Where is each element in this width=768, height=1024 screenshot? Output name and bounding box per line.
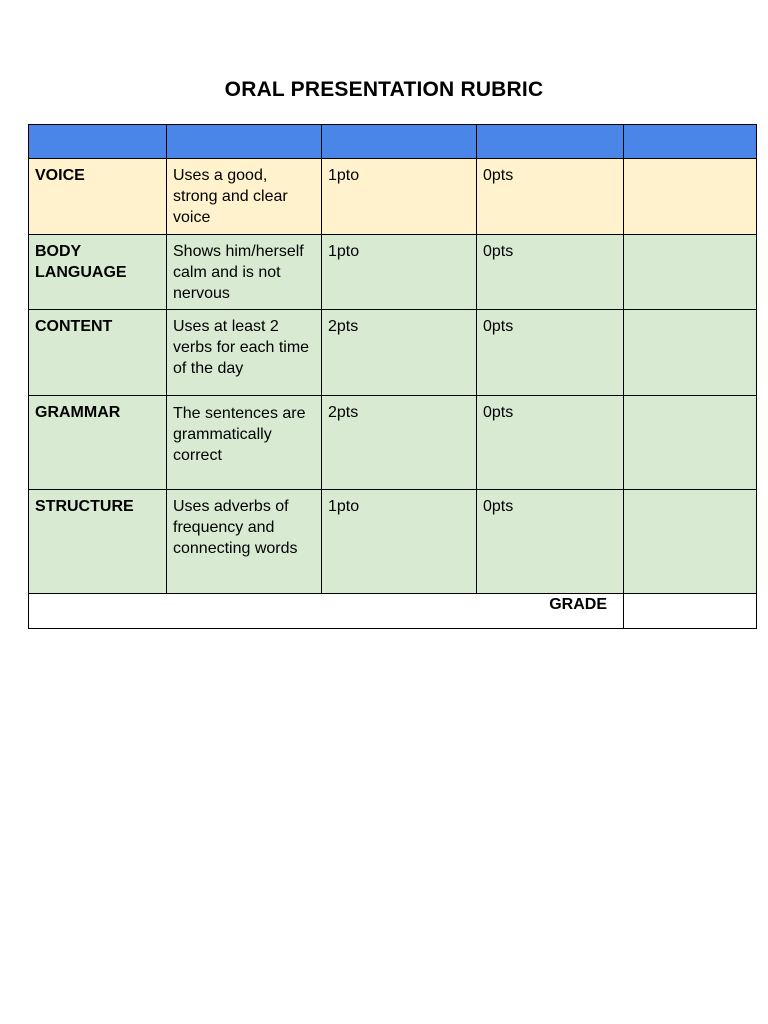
criterion-cell: CONTENT [29, 310, 167, 396]
page-title: ORAL PRESENTATION RUBRIC [224, 78, 544, 101]
score-cell[interactable] [624, 159, 757, 235]
header-cell [322, 125, 477, 159]
description-cell: The sentences are grammatically correct [167, 396, 322, 490]
score-cell[interactable] [624, 235, 757, 310]
criterion-cell: STRUCTURE [29, 490, 167, 594]
score-cell[interactable] [624, 490, 757, 594]
criterion-cell: VOICE [29, 159, 167, 235]
description-cell: Uses adverbs of frequency and connecting words [167, 490, 322, 594]
description-cell: Shows him/herself calm and is not nervous [167, 235, 322, 310]
max-points-cell: 2pts [322, 310, 477, 396]
rubric-row-structure [29, 490, 757, 594]
criterion-cell: BODY LANGUAGE [29, 235, 167, 310]
description-cell: Uses at least 2 verbs for each time of the day [167, 310, 322, 396]
min-points-cell: 0pts [477, 396, 624, 490]
description-cell: Uses a good, strong and clear voice [167, 159, 322, 235]
rubric-table [28, 124, 757, 629]
max-points-cell: 1pto [322, 159, 477, 235]
header-cell [477, 125, 624, 159]
score-cell[interactable] [624, 396, 757, 490]
max-points-cell: 2pts [322, 396, 477, 490]
min-points-cell: 0pts [477, 235, 624, 310]
rubric-row-content [29, 310, 757, 396]
min-points-cell: 0pts [477, 310, 624, 396]
max-points-cell: 1pto [322, 235, 477, 310]
header-cell [167, 125, 322, 159]
rubric-header-row [29, 125, 757, 159]
rubric-row-grammar [29, 396, 757, 490]
grade-row [29, 594, 757, 629]
grade-label: GRADE [29, 594, 624, 629]
min-points-cell: 0pts [477, 490, 624, 594]
min-points-cell: 0pts [477, 159, 624, 235]
criterion-cell: GRAMMAR [29, 396, 167, 490]
rubric-row-body-language [29, 235, 757, 310]
rubric-row-voice [29, 159, 757, 235]
header-cell [29, 125, 167, 159]
score-cell[interactable] [624, 310, 757, 396]
header-cell [624, 125, 757, 159]
grade-value-cell[interactable] [624, 594, 757, 629]
max-points-cell: 1pto [322, 490, 477, 594]
